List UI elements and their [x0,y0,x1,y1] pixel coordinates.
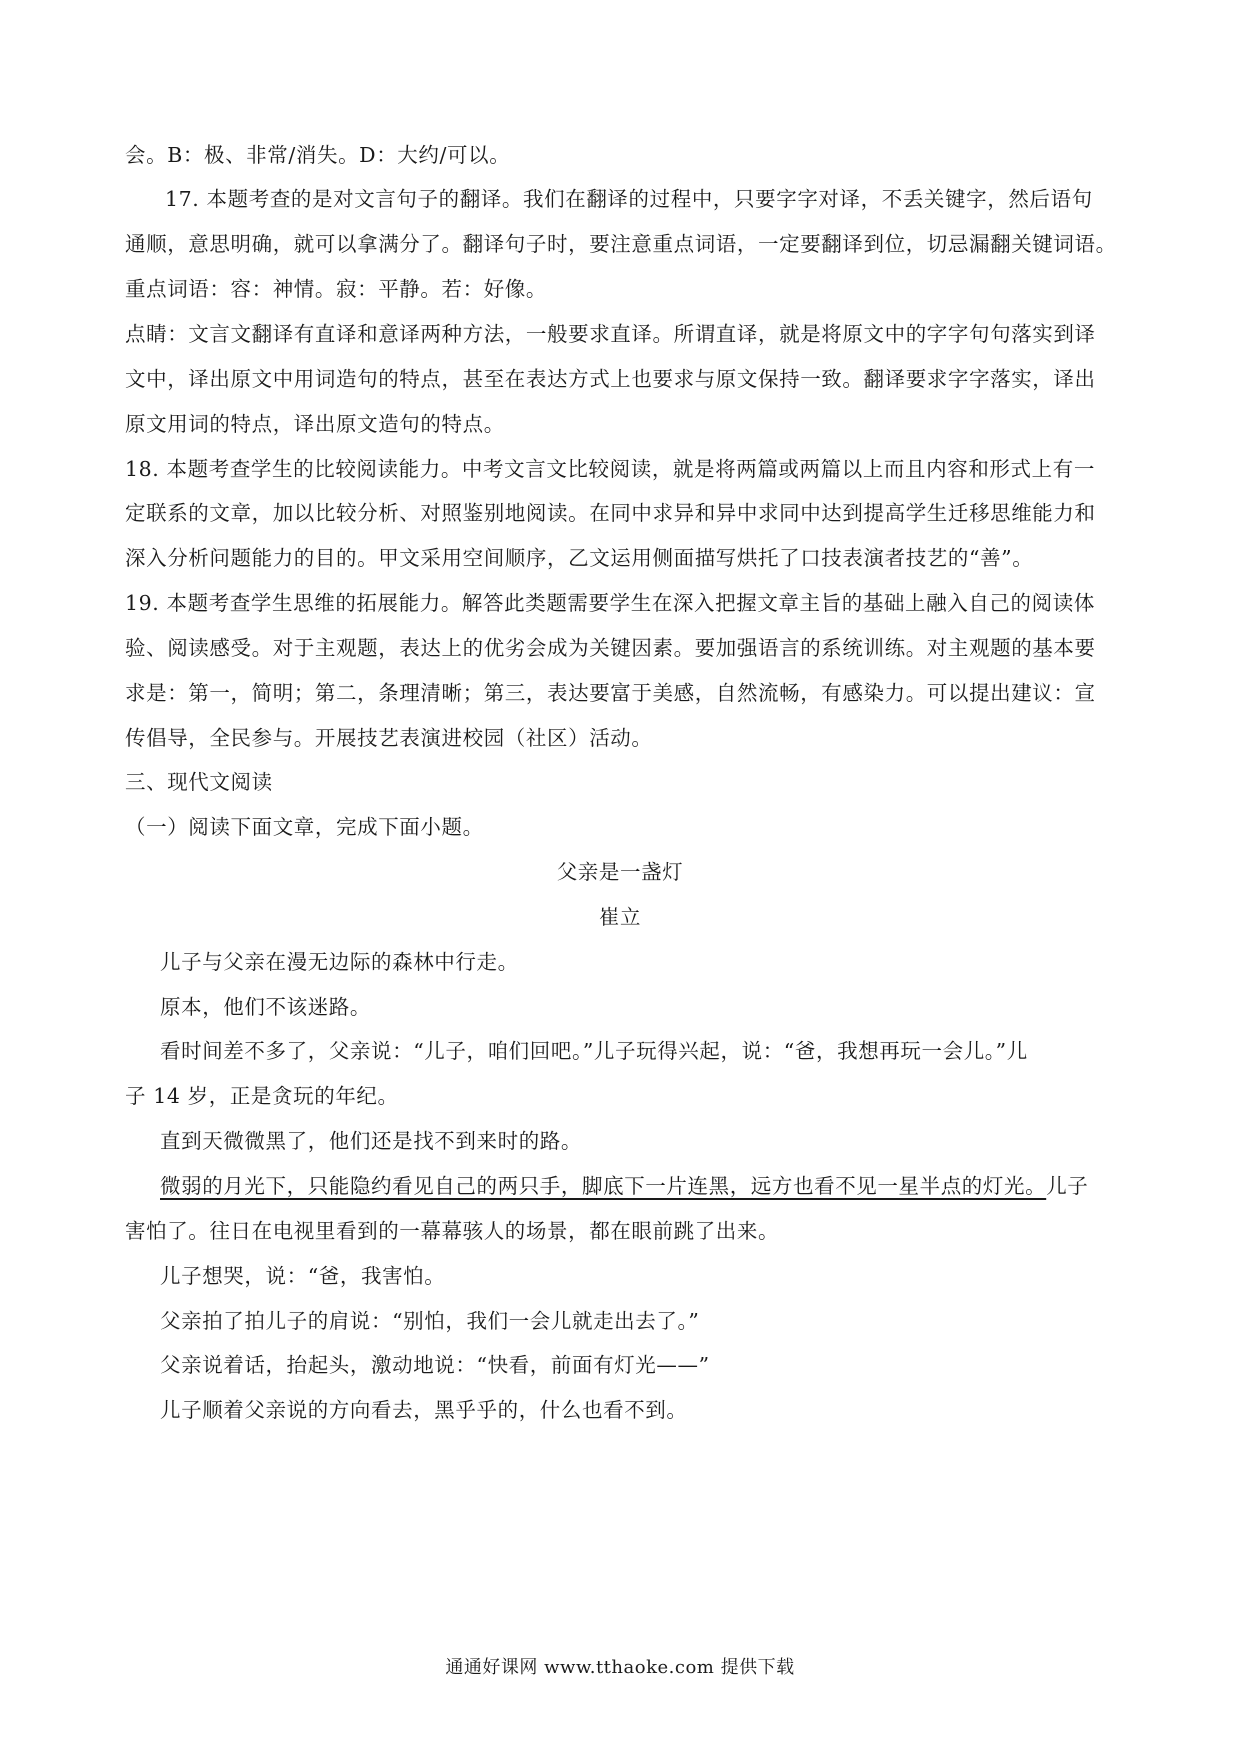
text-line: 子 14 岁，正是贪玩的年纪。 [125,1084,399,1108]
text-line: 文中，译出原文中用词造句的特点，甚至在表达方式上也要求与原文保持一致。翻译要求字字落实，译出 [125,367,1096,391]
text-line: 原文用词的特点，译出原文造句的特点。 [125,412,505,436]
text-line: 儿子想哭，说：“爸，我害怕。 [160,1264,446,1288]
text-line: 17. 本题考查的是对文言句子的翻译。我们在翻译的过程中，只要字字对译，不丢关键字，然后语句 [165,187,1093,211]
text-line: 18. 本题考查学生的比较阅读能力。中考文言文比较阅读，就是将两篇或两篇以上而且内容和形式上有一 [125,457,1095,481]
text-fragment: 儿子 [1046,1174,1089,1198]
subsection-heading: （一）阅读下面文章，完成下面小题。 [125,815,484,839]
text-line: 重点词语：容：神情。寂：平静。若：好像。 [125,277,547,301]
text-line: 原本，他们不该迷路。 [160,995,371,1019]
text-line: 儿子与父亲在漫无边际的森林中行走。 [160,950,519,974]
text-line: 传倡导，全民参与。开展技艺表演进校园（社区）活动。 [125,726,653,750]
text-line [160,1171,1088,1201]
text-line: 会。B：极、非常/消失。D：大约/可以。 [125,143,511,167]
text-line: 验、阅读感受。对于主观题，表达上的优劣会成为关键因素。要加强语言的系统训练。对主观题的基本要 [125,636,1096,660]
text-line: 点睛：文言文翻译有直译和意译两种方法，一般要求直译。所谓直译，就是将原文中的字字句句落实到译 [125,322,1096,346]
text-line: 看时间差不多了，父亲说：“儿子，咱们回吧。”儿子玩得兴起，说：“爸，我想再玩一会儿。”儿 [160,1039,1028,1063]
article-title: 父亲是一盏灯 [556,860,684,884]
text-line: 父亲拍了拍儿子的肩说：“别怕，我们一会儿就走出去了。” [160,1309,700,1333]
page-footer: 通通好课网 www.tthaoke.com 提供下载 [445,1657,795,1678]
text-line: 深入分析问题能力的目的。甲文采用空间顺序，乙文运用侧面描写烘托了口技表演者技艺的“善”。 [125,546,1034,570]
text-line: 害怕了。往日在电视里看到的一幕幕骇人的场景，都在眼前跳了出来。 [125,1219,780,1243]
section-heading: 三、现代文阅读 [125,770,273,794]
underlined-sentence: 微弱的月光下，只能隐约看见自己的两只手，脚底下一片连黑，远方也看不见一星半点的灯光。 [160,1174,1047,1198]
text-line: 求是：第一，简明；第二，条理清晰；第三，表达要富于美感，自然流畅，有感染力。可以提出建议：宣 [125,681,1096,705]
text-line: 直到天微微黑了，他们还是找不到来时的路。 [160,1129,582,1153]
text-line: 定联系的文章，加以比较分析、对照鉴别地阅读。在同中求异和异中求同中达到提高学生迁移思维能力和 [125,501,1096,525]
text-line: 通顺，意思明确，就可以拿满分了。翻译句子时，要注意重点词语，一定要翻译到位，切忌漏翻关键词语。 [125,232,1117,256]
article-author: 崔立 [598,905,642,929]
text-line: 19. 本题考查学生思维的拓展能力。解答此类题需要学生在深入把握文章主旨的基础上融入自己的阅读体 [125,591,1095,615]
text-line: 父亲说着话，抬起头，激动地说：“快看，前面有灯光——” [160,1353,710,1377]
text-line: 儿子顺着父亲说的方向看去，黑乎乎的，什么也看不到。 [160,1398,688,1422]
